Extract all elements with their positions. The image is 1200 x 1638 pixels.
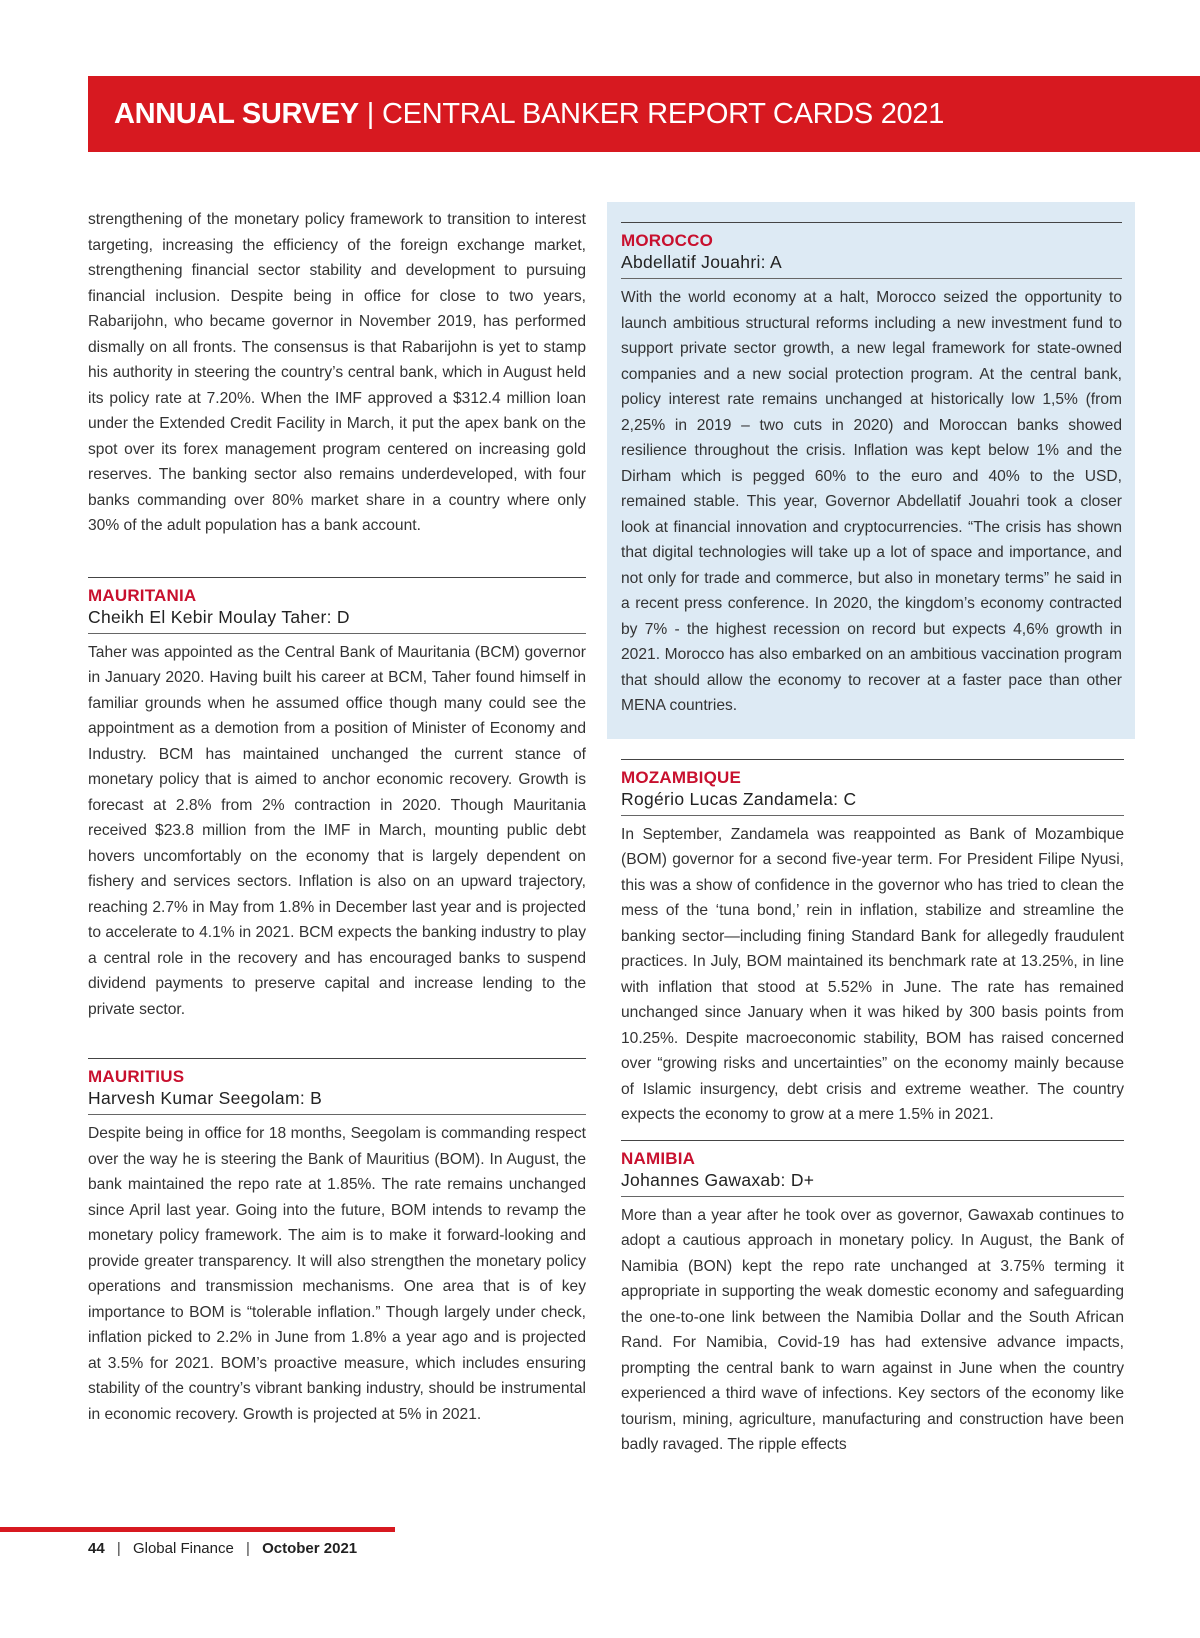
page-title: CENTRAL BANKER REPORT CARDS 2021 (382, 97, 945, 130)
country-heading: MOROCCO (621, 231, 714, 250)
section-body: With the world economy at a halt, Morocco seized the opportunity to launch ambitious structural reforms including a new investment fund to support private sector growth, a new legal framework for state-owned companies and a new social protection program. At the central bank, policy interest rate remains unchanged at historically low 1,5% (from 2,25% in 2019 – two cuts in 2020) and Moroccan banks showed resilience throughout the crisis. Inflation was kept below 1% and the Dirham which is pegged 60% to the euro and 40% to the USD, remained stable. This year, Governor Abdellatif Jouahri took a closer look at financial innovation and cryptocurrencies. “The crisis has shown that digital technologies will take up a lot of space and importance, and not only for trade and commerce, but also in monetary terms” he said in a recent press conference. In 2020, the kingdom’s economy contracted by 7% - the highest recession on record but expects 4,6% growth in 2021. Morocco has also embarked on an ambitious vaccination program that should allow the economy to recover at a faster pace than other MENA countries. (621, 289, 1122, 714)
publication-name: Global Finance (132, 1540, 234, 1557)
country-heading: MAURITANIA (88, 585, 197, 605)
section-body: In September, Zandamela was reappointed as Bank of Mozambique (BOM) governor for a second five-year term. For President Filipe Nyusi, this was a show of confidence in the governor who has tried to clean the mess of the ‘tuna bond,’ rein in inflation, stabilize and streamline the banking sector—including fining Standard Bank for allegedly fraudulent practices. In July, BOM maintained its benchmark rate at 13.25%, in line with inflation that stood at 5.52% in June. The rate has remained unchanged since January when it was hiked by 300 basis points from 10.25%. Despite macroeconomic stability, BOM has raised concerned over “growing risks and uncertainties” on the economy mainly because of Islamic insurgency, debt crisis and extreme weather. The country expects the economy to grow at a mere 1.5% in 2021. (621, 825, 1124, 1123)
intro-paragraph: strengthening of the monetary policy framework to transition to interest targeting, increasing the efficiency of the foreign exchange market, strengthening financial sector stability and development to pursuing financial inclusion. Despite being in office for close to two years, Rabarijohn, who became governor in November 2019, has performed dismally on all fronts. The consensus is that Rabarijohn is yet to stamp his authority in steering the country’s central bank, which in August held its policy rate at 7.20%. When the IMF approved a $312.4 million loan under the Extended Credit Facility in March, it put the apex bank on the spot over its forex management program centered on increasing gold reserves. The banking sector also remains underdeveloped, with four banks commanding over 80% market share in a country where only 30% of the adult population has a bank account. (88, 211, 586, 534)
subhead-rule (621, 1196, 1124, 1197)
country-heading: MAURITIUS (88, 1067, 185, 1086)
footer-accent-bar (0, 1527, 395, 1532)
governor-grade: Cheikh El Kebir Moulay Taher: D (88, 606, 350, 627)
section-rule (621, 222, 1122, 223)
section-label: ANNUAL SURVEY (114, 97, 359, 130)
right-column (607, 202, 1139, 1458)
header-separator: | (366, 97, 375, 130)
page-number: 44 (88, 1540, 105, 1557)
governor-grade: Johannes Gawaxab: D+ (621, 1169, 815, 1190)
section-body: Taher was appointed as the Central Bank of Mauritania (BCM) governor in January 2020. Having built his career at BCM, Taher found himself in familiar grounds when he assumed office though many could see the appointment as a demotion from a position of Minister of Economy and Industry. BCM has maintained unchanged the current stance of monetary policy that is aimed to anchor economic recovery. Growth is forecast at 2.8% from 2% contraction in 2020. Though Mauritania received $23.8 million from the IMF in March, mounting public debt hovers uncomfortably on the economy that is largely dependent on fishery and services sectors. Inflation is also on an upward trajectory, reaching 2.7% in May from 1.8% in December last year and is projected to accelerate to 4.1% in 2021. BCM expects the banking industry to play a central role in the recovery and has encouraged banks to suspend dividend payments to preserve capital and increase lending to the private sector. (88, 643, 586, 1018)
section-body: More than a year after he took over as governor, Gawaxab continues to adopt a cautious approach in monetary policy. In August, the Bank of Namibia (BON) kept the repo rate unchanged at 3.75% terming it appropriate in supporting the weak domestic economy and safeguarding the one-to-one link between the Namibia Dollar and the South African Rand. For Namibia, Covid-19 has had extensive advance impacts, prompting the central bank to warn against in June when the country experienced a third wave of infections. Key sectors of the economy like tourism, mining, agriculture, manufacturing and construction have been badly ravaged. The ripple effects (621, 1206, 1124, 1453)
right-sections (607, 759, 1135, 1458)
subhead-rule (88, 1114, 586, 1115)
subhead-rule (621, 278, 1122, 279)
section-mauritania (88, 577, 586, 1023)
page-header-banner (88, 76, 1200, 152)
section-namibia (621, 1140, 1124, 1458)
page-footer (88, 1540, 357, 1557)
section-rule (621, 1140, 1124, 1141)
issue-date: October 2021 (262, 1540, 358, 1557)
section-rule (88, 1058, 586, 1059)
subhead-rule (88, 633, 586, 634)
governor-grade: Harvesh Kumar Seegolam: B (88, 1088, 323, 1108)
section-body: Despite being in office for 18 months, Seegolam is commanding respect over the way he is steering the Bank of Mauritius (BOM). In August, the bank maintained the repo rate at 1.85%. The rate remains unchanged since April last year. Going into the future, BOM intends to revamp the monetary policy framework. The aim is to make it forward-looking and provide greater transparency. It will also strengthen the monetary policy operations and transmission mechanisms. One area that is of key importance to BOM is “tolerable inflation.” Though largely under check, inflation picked to 2.2% in June from 1.8% a year ago and is projected at 3.5% for 2021. BOM’s proactive measure, which includes ensuring stability of the country’s vibrant banking industry, should be instrumental in economic recovery. Growth is projected at 5% in 2021. (88, 1125, 586, 1423)
highlight-box-morocco (607, 202, 1135, 739)
section-rule (621, 759, 1124, 760)
footer-separator: | (246, 1540, 250, 1557)
footer-separator: | (116, 1540, 121, 1557)
governor-grade: Abdellatif Jouahri: A (621, 252, 782, 272)
governor-grade: Rogério Lucas Zandamela: C (621, 788, 857, 809)
section-mozambique (621, 759, 1124, 1128)
subhead-rule (621, 815, 1124, 816)
country-heading: NAMIBIA (621, 1148, 696, 1168)
section-mauritius (88, 1058, 586, 1427)
country-heading: MOZAMBIQUE (621, 767, 742, 787)
section-rule (88, 577, 586, 578)
left-column (88, 207, 586, 1427)
